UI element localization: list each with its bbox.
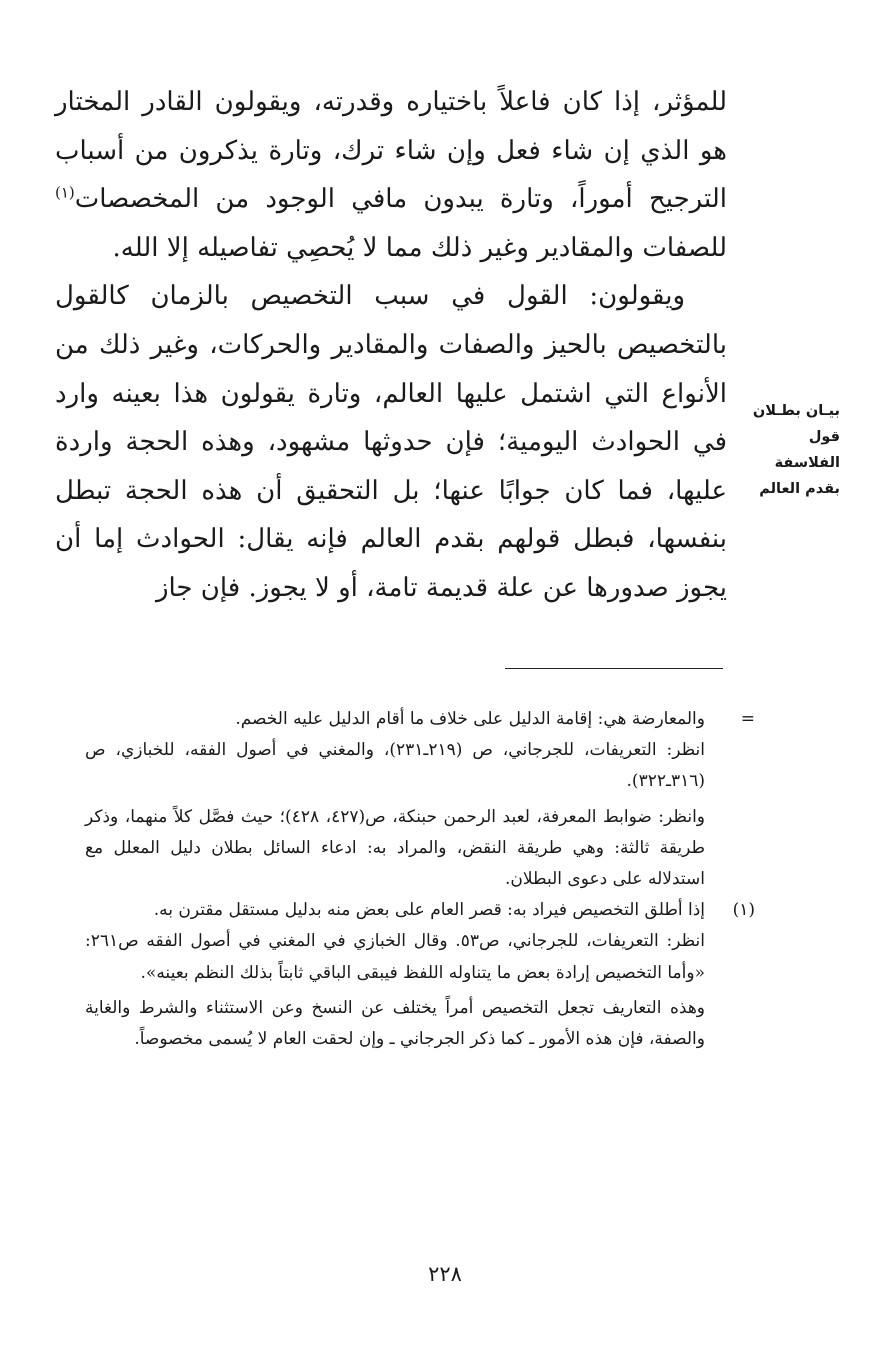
page-number: ٢٢٨ — [428, 1262, 462, 1286]
footnote-separator — [505, 668, 723, 669]
footnote-line: الفقه ص٢٦١: «وأما التخصيص إرادة بعض ما يتناوله اللفظ فيبقى الباقي ثابتاً — [85, 931, 705, 983]
footnote-line: انظر: التعريفات، للجرجاني، ص (٢١٩ـ٢٣١)، والمغني في أصول الفقه، — [184, 740, 705, 761]
footnote-number: (١) — [732, 900, 755, 921]
margin-heading — [740, 398, 840, 502]
footnote-body — [85, 704, 705, 895]
footnote-line: بطلان دليل المعلل مع استدلاله على دعوى البطلان. — [85, 837, 705, 890]
footnote-line: والمعارضة هي: إقامة الدليل على خلاف ما أقام الدليل عليه الخصم. — [235, 709, 705, 729]
footnote-line: كلاً منهما، وذكر طريقة ثالثة: وهي طريقة النقض، والمراد به: ادعاء السائل — [85, 806, 706, 858]
footnote-paragraph — [85, 704, 705, 735]
text-line: أن يجوز صدورها عن علة قديمة تامة، أو لا يجوز. فإن جاز — [55, 524, 727, 603]
text-line: وارد في الحوادث اليومية؛ فإن حدوثها مشهود، وهذه الحجة — [55, 378, 728, 458]
footnote-paragraph — [85, 926, 705, 988]
continuation-marker: = — [740, 709, 755, 729]
main-text — [55, 78, 727, 613]
footnote-line: وهذه التعاريف تجعل التخصيص أمراً يختلف عن النسخ وعن الاستثناء والشرط — [138, 997, 705, 1018]
footnotes-section — [55, 704, 755, 1055]
text-line: تبطل بنفسها، فبطل قولهم بقدم العالم فإنه يقال: الحوادث إما — [55, 475, 728, 555]
main-paragraph-1 — [55, 78, 727, 272]
text-line: هو الذي إن شاء فعل وإن شاء ترك، وتارة يذكرون من أسباب — [55, 135, 727, 166]
footnote-line: بذلك النظم بعينه». — [140, 962, 273, 983]
footnote-line: والغاية والصفة، فإن هذه الأمور ـ كما ذكر الجرجاني ـ وإن لحقت العام — [85, 997, 705, 1050]
footnote-line: للخبازي، ص (٣١٦ـ٣٢٢). — [85, 740, 705, 792]
footnote-line: لا يُسمى مخصوصاً. — [134, 1029, 268, 1050]
footnote-paragraph — [85, 735, 705, 797]
main-paragraph-2 — [55, 272, 727, 612]
text-line: للمؤثر، إذا كان فاعلاً باختياره وقدرته، ويقولون القادر المختار — [55, 87, 727, 117]
footnote-1 — [55, 895, 755, 1055]
footnote-body — [85, 895, 705, 1055]
footnote-paragraph — [85, 895, 705, 926]
footnote-line: إذا أطلق التخصيص فيراد به: قصر العام على بعض منه بدليل مستقل مقترن به. — [153, 900, 705, 921]
margin-heading-line: قول الفلاسفة — [774, 429, 840, 471]
footnote-line: وانظر: ضوابط المعرفة، لعبد الرحمن حبنكة، ص(٤٢٧، ٤٢٨)؛ حيث فصَّل — [198, 806, 706, 827]
footnote-paragraph — [85, 802, 705, 896]
footnote-line: انظر: التعريفات، للجرجاني، ص٥٣. وقال الخبازي في المغني في أصول — [190, 931, 705, 952]
text-line: بالتخصيص بالحيز والصفات والمقادير والحركات، وغير ذلك — [98, 329, 727, 360]
footnote-paragraph — [85, 993, 705, 1055]
margin-heading-line: بيـان بطـلان — [752, 403, 840, 419]
footnote-reference: (١) — [55, 183, 75, 202]
text-line: الترجيح أموراً، وتارة يبدون مافي الوجود من المخصصات — [74, 184, 727, 215]
margin-heading-line: بقدم العالم — [759, 481, 840, 497]
text-line: واردة عليها، فما كان جوابًا عنها؛ بل التحقيق أن هذه الحجة — [55, 427, 727, 506]
text-line: ويقولون: القول في سبب التخصيص بالزمان كالقول — [55, 281, 685, 312]
text-line: من الأنواع التي اشتمل عليها العالم، وتارة يقولون هذا بعينه — [55, 329, 727, 409]
text-line: للصفات والمقادير وغير ذلك مما لا يُحصِي تفاصيله إلا الله. — [112, 232, 727, 263]
footnote-continued — [55, 704, 755, 895]
